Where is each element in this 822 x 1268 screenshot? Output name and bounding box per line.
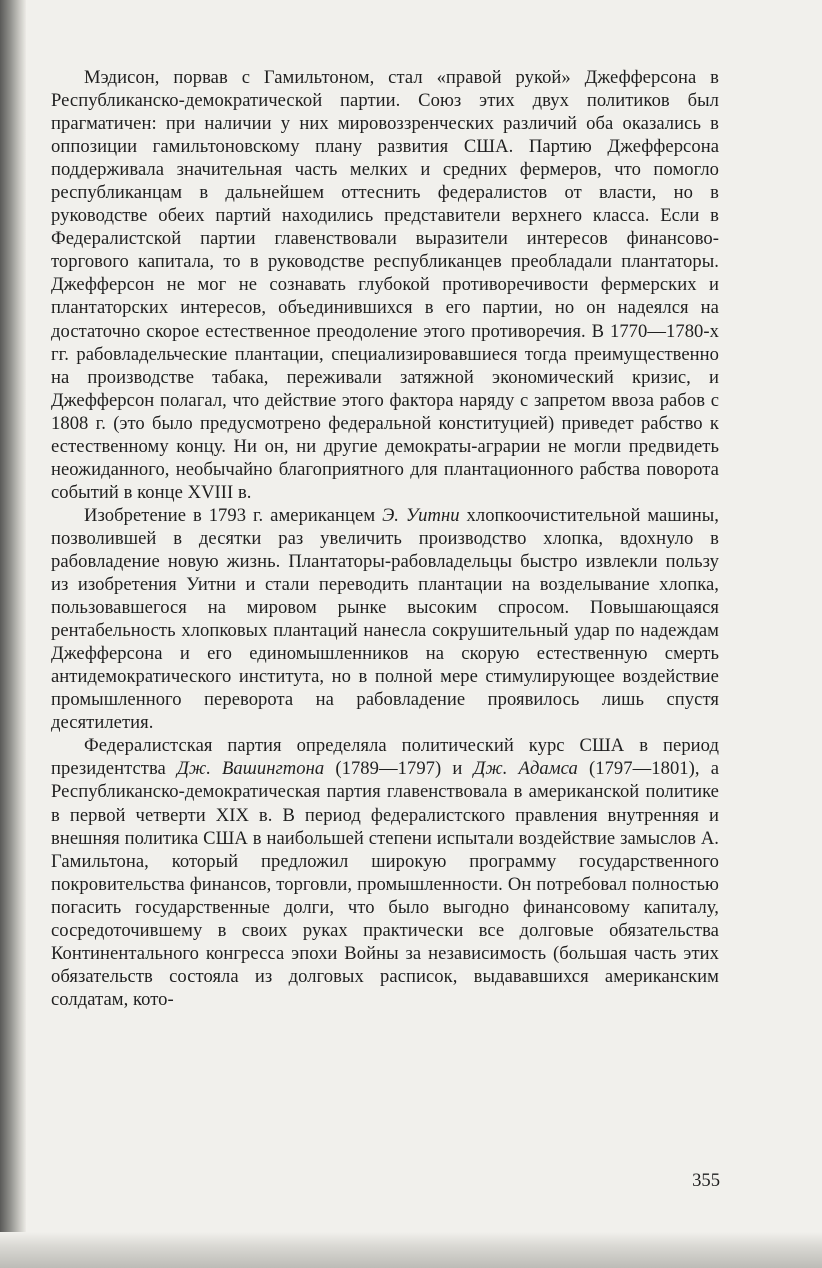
paragraph-2-text: Изобретение в 1793 г. американцем: [84, 504, 383, 526]
page-number: 355: [692, 1170, 720, 1191]
person-name-whitney: Э. Уитни: [382, 504, 460, 526]
page-bottom-edge: [0, 1232, 822, 1268]
paragraph-3: [51, 734, 719, 1011]
paragraph-3-text-end: (1797—1801), а Республиканско-демократическая партия главенствовала в американской политике в первой четверти XIX в. В период федералистского правления внутренняя и внешняя политика США в наибольшей степени испытали воздействие замыслов А. Гамильтона, который предложил широкую программу государственного покровительства финансов, торговли, промышленности. Он потребовал полностью погасить государственные долги, что было выгодно финансовому капиталу, сосредоточившему в своих руках практически все долговые обязательства Континентального конгресса эпохи Войны за независимость (большая часть этих обязательств состояла из долговых расписок, выдававшихся американским солдатам, кото-: [51, 758, 719, 1010]
paragraph-3-text-cont: (1789—1797) и: [324, 758, 474, 780]
person-name-adams: Дж. Адамса: [473, 758, 578, 780]
paragraph-1-text: Мэдисон, порвав с Гамильтоном, стал «правой рукой» Джефферсона в Республиканско-демократической партии. Союз этих двух политиков был прагматичен: при наличии у них мировоззренческих различий оба оказались в оппозиции гамильтоновскому плану развития США. Партию Джефферсона поддерживала значительная часть мелких и средних фермеров, что помогло республиканцам в дальнейшем оттеснить федералистов от власти, но в руководстве обеих партий находились представители верхнего класса. Если в Федералистской партии главенствовали выразители интересов финансово-торгового капитала, то в руководстве республиканцев преобладали плантаторы. Джефферсон не мог не сознавать глубокой противоречивости фермерских и плантаторских интересов, объединившихся в его партии, но он надеялся на достаточно скорое естественное преодоление этого противоречия. В 1770—1780-х гг. рабовладельческие плантации, специализировавшиеся тогда преимущественно на производстве табака, переживали затяжной экономический кризис, и Джефферсон полагал, что действие этого фактора наряду с запретом ввоза рабов с 1808 г. (это было предусмотрено федеральной конституцией) приведет рабство к естественному концу. Ни он, ни другие демократы-аграрии не могли предвидеть неожиданного, необычайно благоприятного для плантационного рабства поворота событий в конце XVIII в.: [51, 67, 719, 503]
person-name-washington: Дж. Вашингтона: [176, 758, 325, 780]
paragraph-3-text: Федералистская партия определяла политический курс США в период президентства: [51, 735, 719, 780]
paragraph-2-text-cont: хлопкоочистительной машины, позволившей в десятки раз увеличить производство хлопка, вдохнуло в рабовладение новую жизнь. Плантаторы-рабовладельцы быстро извлекли пользу из изобретения Уитни и стали переводить плантации на возделывание хлопка, пользовавшегося на мировом рынке высоким спросом. Повышающаяся рентабельность хлопковых плантаций нанесла сокрушительный удар по надеждам Джефферсона и его единомышленников на скорую естественную смерть антидемократического института, но в полной мере стимулирующее воздействие промышленного переворота на рабовладение проявилось лишь спустя десятилетия.: [51, 504, 719, 734]
paragraph-1: [51, 66, 719, 504]
body-text: [51, 66, 719, 1011]
paragraph-2: [51, 504, 719, 734]
book-spine-shadow: [0, 0, 26, 1268]
